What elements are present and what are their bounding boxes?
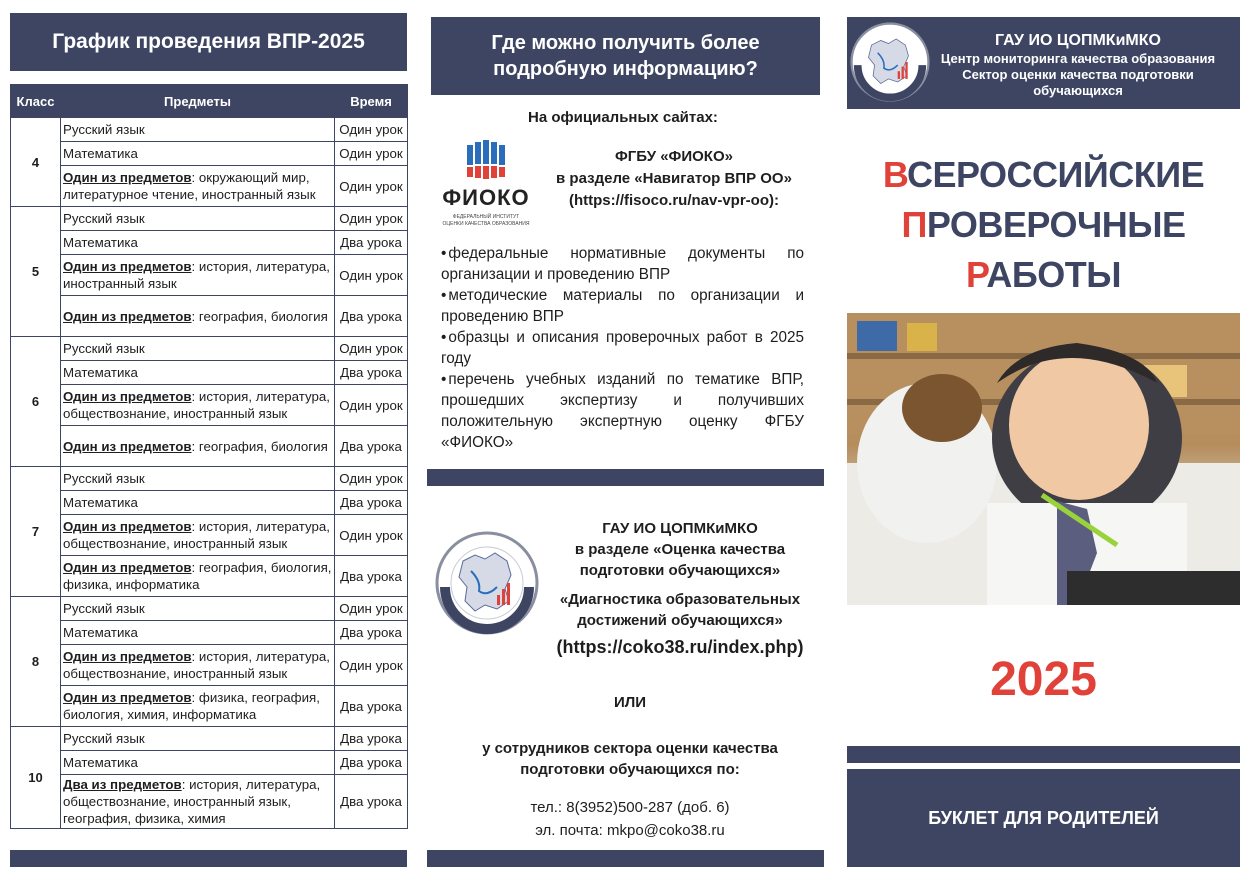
time-cell: Два урока [335, 361, 408, 385]
subject-choice-label: Один из предметов [63, 259, 192, 274]
subject-choice-label: Один из предметов [63, 389, 192, 404]
table-row [11, 491, 408, 515]
subject-choice-label: Один из предметов [63, 438, 192, 454]
title-line-1: ВСЕРОССИЙСКИЕ [882, 154, 1205, 195]
subject-cell [61, 751, 335, 775]
column-header-time: Время [335, 85, 408, 118]
table-row [11, 751, 408, 775]
time-cell: Два урока [335, 751, 408, 775]
subject-text: Русский язык [63, 341, 145, 356]
org-info [545, 518, 815, 658]
email[interactable]: эл. почта: mkpo@coko38.ru [535, 822, 725, 839]
divider-bar-right [847, 746, 1240, 763]
subject-text: Математика [63, 625, 138, 640]
time-cell: Один урок [335, 207, 408, 231]
time-cell: Два урока [335, 426, 408, 467]
org-subsection: «Диагностика образовательных достижений обучающихся» [559, 591, 801, 629]
subject-text: Русский язык [63, 601, 145, 616]
time-cell: Два урока [335, 231, 408, 255]
subject-cell [61, 621, 335, 645]
time-cell: Один урок [335, 142, 408, 166]
org-logo-middle [435, 531, 539, 635]
subject-cell [61, 686, 335, 727]
subject-text: : география, биология, физика, информатика [63, 560, 332, 592]
grade-cell: 5 [11, 207, 61, 337]
column-header-subjects: Предметы [61, 85, 335, 118]
subject-text: Русский язык [63, 731, 145, 746]
table-row [11, 207, 408, 231]
schedule-header: График проведения ВПР-2025 [10, 13, 407, 71]
subject-cell [61, 491, 335, 515]
subject-cell [61, 361, 335, 385]
grade-cell: 6 [11, 337, 61, 467]
table-row [11, 645, 408, 686]
subject-choice-label: Один из предметов [63, 649, 192, 664]
table-row [11, 166, 408, 207]
subject-cell [61, 515, 335, 556]
subject-text: : история, литература, иностранный язык [63, 259, 330, 291]
subject-choice-label: Один из предметов [63, 690, 192, 705]
org-logo-right [850, 22, 930, 102]
table-row [11, 361, 408, 385]
org-header-center: Центр мониторинга качества образования [940, 51, 1216, 66]
subject-text: Математика [63, 146, 138, 161]
subject-text: Русский язык [63, 471, 145, 486]
title-line-2: ПРОВЕРОЧНЫЕ [901, 204, 1186, 245]
fioko-section: в разделе «Навигатор ВПР ОО» [556, 170, 792, 187]
time-cell: Два урока [335, 556, 408, 597]
subject-text: : география, биология [191, 438, 328, 454]
org-name: ГАУ ИО ЦОПМКиМКО [602, 520, 758, 537]
org-header-sector: Сектор оценки качества подготовки обучающихся [962, 67, 1194, 98]
fioko-logo-name: ФИОКО [442, 185, 530, 210]
title-line-3: РАБОТЫ [966, 254, 1121, 295]
subject-cell [61, 231, 335, 255]
table-row [11, 231, 408, 255]
bullet-item: • федеральные нормативные документы по организации и проведению ВПР [441, 243, 804, 285]
subject-text: : история, литература, обществознание, иностранный язык [63, 389, 330, 421]
subject-cell [61, 426, 335, 467]
table-header-row [11, 85, 408, 118]
subject-text: Математика [63, 365, 138, 380]
subject-cell [61, 385, 335, 426]
subject-cell [61, 775, 335, 829]
subject-text: : география, биология [191, 308, 328, 324]
fioko-link[interactable]: (https://fisoco.ru/nav-vpr-oo): [569, 192, 779, 209]
table-row [11, 686, 408, 727]
subject-cell [61, 645, 335, 686]
time-cell: Один урок [335, 515, 408, 556]
subject-cell [61, 207, 335, 231]
fioko-info [545, 146, 803, 212]
subject-cell [61, 166, 335, 207]
fioko-logo-sub1: ФЕДЕРАЛЬНЫЙ ИНСТИТУТ [452, 214, 520, 220]
subject-text: Русский язык [63, 122, 145, 137]
subject-text: : окружающий мир, литературное чтение, иностранный язык [63, 170, 316, 202]
table-row [11, 597, 408, 621]
org-logo-icon [850, 22, 930, 102]
grade-cell: 4 [11, 118, 61, 207]
time-cell: Два урока [335, 621, 408, 645]
subject-choice-label: Один из предметов [63, 519, 192, 534]
time-cell: Один урок [335, 166, 408, 207]
org-header-name: ГАУ ИО ЦОПМКиМКО [995, 32, 1161, 49]
subject-choice-label: Один из предметов [63, 308, 192, 324]
bullet-item: • образцы и описания проверочных работ в 2025 году [441, 327, 804, 369]
subject-text: Математика [63, 495, 138, 510]
table-row [11, 515, 408, 556]
time-cell: Два урока [335, 686, 408, 727]
org-section: в разделе «Оценка качества подготовки обучающихся» [574, 541, 786, 579]
subject-choice-label: Два из предметов [63, 777, 182, 792]
subject-text: : физика, география, биология, химия, информатика [63, 690, 320, 722]
subject-cell [61, 142, 335, 166]
table-row [11, 727, 408, 751]
bottom-bar-left [10, 850, 407, 867]
grade-cell: 8 [11, 597, 61, 727]
org-link[interactable]: (https://coko38.ru/index.php) [556, 637, 804, 657]
table-row [11, 556, 408, 597]
grade-cell: 7 [11, 467, 61, 597]
subject-cell [61, 337, 335, 361]
fioko-logo [433, 139, 539, 234]
time-cell: Один урок [335, 118, 408, 142]
subject-text: Русский язык [63, 211, 145, 226]
org-header-text [928, 31, 1228, 99]
subject-cell [61, 118, 335, 142]
subject-cell [61, 255, 335, 296]
time-cell: Один урок [335, 337, 408, 361]
table-row [11, 118, 408, 142]
subject-cell [61, 296, 335, 337]
time-cell: Один урок [335, 255, 408, 296]
time-cell: Один урок [335, 385, 408, 426]
subject-text: : история, литература, обществознание, иностранный язык [63, 649, 330, 681]
time-cell: Два урока [335, 491, 408, 515]
time-cell: Один урок [335, 597, 408, 621]
fioko-name: ФГБУ «ФИОКО» [615, 148, 733, 165]
org-logo-icon [435, 531, 539, 635]
table-row [11, 621, 408, 645]
subject-choice-label: Один из предметов [63, 170, 192, 185]
time-cell: Один урок [335, 645, 408, 686]
subject-cell [61, 727, 335, 751]
subject-text: : история, литература, обществознание, иностранный язык [63, 519, 330, 551]
student-photo-image [847, 313, 1240, 605]
table-row [11, 337, 408, 361]
phone: тел.: 8(3952)500-287 (доб. 6) [530, 799, 730, 816]
table-row [11, 467, 408, 491]
fioko-logo-icon [433, 139, 539, 189]
footer-parents: БУКЛЕТ ДЛЯ РОДИТЕЛЕЙ [847, 769, 1240, 867]
bottom-bar-middle [427, 850, 824, 867]
table-row [11, 255, 408, 296]
table-row [11, 385, 408, 426]
or-label: ИЛИ [613, 694, 647, 711]
table-row [11, 296, 408, 337]
subject-choice-label: Один из предметов [63, 560, 192, 575]
grade-cell: 10 [11, 727, 61, 829]
time-cell: Один урок [335, 467, 408, 491]
time-cell: Два урока [335, 775, 408, 829]
schedule-table [10, 84, 408, 829]
subject-text: Математика [63, 755, 138, 770]
bullet-item: • методические материалы по организации и проведению ВПР [441, 285, 804, 327]
time-cell: Два урока [335, 296, 408, 337]
table-row [11, 775, 408, 829]
fioko-logo-sub2: ОЦЕНКИ КАЧЕСТВА ОБРАЗОВАНИЯ [442, 221, 530, 227]
info-header: Где можно получить более подробную информацию? [431, 17, 820, 95]
subject-cell [61, 597, 335, 621]
student-photo [847, 313, 1240, 605]
subject-cell [61, 556, 335, 597]
subject-text: : история, литература, обществознание, иностранный язык, география, физика, химия [63, 777, 321, 826]
table-row [11, 426, 408, 467]
subject-cell [61, 467, 335, 491]
table-row [11, 142, 408, 166]
time-cell: Два урока [335, 727, 408, 751]
staff-text: у сотрудников сектора оценки качества подготовки обучающихся по: [482, 740, 778, 778]
bullet-item: • перечень учебных изданий по тематике ВПР, прошедших экспертизу и получивших положительную экспертную оценку ФГБУ «ФИОКО» [441, 369, 804, 453]
year: 2025 [990, 653, 1097, 706]
column-header-grade: Класс [11, 85, 61, 118]
divider-bar-middle [427, 469, 824, 486]
info-bullets [441, 243, 804, 453]
subject-text: Математика [63, 235, 138, 250]
sites-label: На официальных сайтах: [528, 109, 718, 126]
